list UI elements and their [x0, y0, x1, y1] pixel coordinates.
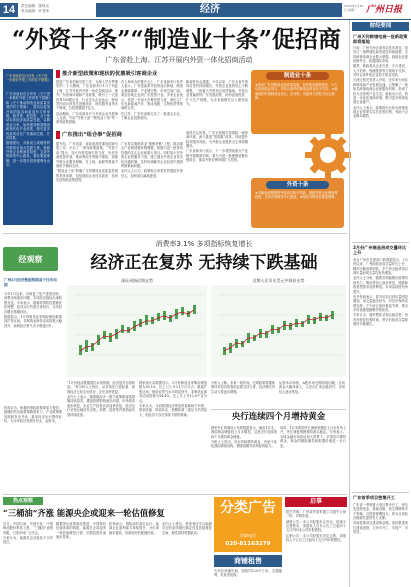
chart-left	[67, 285, 207, 377]
economy-top-line: 消费率3.1% 多项指标恢复增长	[155, 240, 253, 248]
section-title: 经济	[200, 4, 220, 15]
hot-title: “三桶油”齐涨 能源央企或迎来一轮估值修复	[3, 508, 165, 518]
economy-col-3: 分析人士称，未来一段时间，宏观政策将继续保持对经济恢复的必要支持力度，经济增长内生动力将逐步增强。	[211, 381, 275, 394]
economy-col-1: “1月份经济数据超出市场预期，经济复苏态势明显。”有分析人士指出，从各项先行指标看，我国经济已经走出低谷，正在加快恢复。 业内人士表示，随着稳经济一揽子政策和接续措施持续显效，叠加疫情影响逐步消退，市场需求逐步恢复，企业生产经营活动加快恢复，经济运行呈现企稳回升态势。消费、投资等内需指标有望持续改善。	[67, 381, 135, 417]
right-item-1-text: 日前，广州天河区商务局发布消息，将出台一批跨境电商发展扶持新政策，支持跨境电商企业做大做强，鼓励企业建设海外仓，拓展国际市场。 据悉，新政将从企业引进、平台建设、人才培养、物流配套等方面给予支持，对符合条件的企业给予资金奖励。 天河区相关负责人介绍，近年来天河区跨境电商产业发展迅速，已集聚了一批知名跨境电商企业和服务机构，形成了较为完善的产业生态。新政出台后，将进一步优化营商环境，吸引更多跨境电商企业落户。 业内人士表示，政策的出台将为跨境电商企业带来实实在在的红利，有助于企业降本增效。	[353, 46, 408, 119]
right-col-rule-1	[352, 242, 409, 243]
economy-left-head: 广州2月经济数据预期高于往年同期	[4, 278, 57, 287]
sidebar-text: 广东省政府近日印发《关于进一步做好外资工作的若干措施》和《关于推动制造业高质量发展的若干措施》，提出以更加开放的姿态和更加有力的举措，稳外资、促投资，全力推动实体经济高质量发展，以制造业当家，加快建设制造强省和现代化产业体系，吸引更多优质项目在广东落地生根、开花结果。 措施提出，对新设立或增资的外资项目加大奖励力度，鼓励外资企业利润再投资，支持外资研发中心建设，强化要素保障，进一步提升投资便利化水平。	[6, 92, 50, 168]
section-head-2: 广东推出“组合拳”促招商	[62, 132, 122, 138]
chart-left-title: 深证成指近期走势	[121, 278, 153, 283]
ad-classified-label: 分类广告	[220, 500, 276, 516]
right-col-header: 财经要闻	[369, 23, 392, 29]
economy-col-2: 国家统计局数据显示，1月份制造业采购经理指数为50.1%，比上月上升3.1个百分点，重返扩张区间，制造业景气水平明显回升。非制造业商务活动指数为54.4%，比上月上升12.8个百分点。 专家认为，当前我国经济恢复的基础尚不牢固，需求收缩、供给冲击、预期转弱三重压力仍然较大，但经济不存在持续下跌的基础。	[139, 381, 207, 417]
gear-illustration	[303, 130, 353, 180]
editor-line-2: 美术编辑：叶旻荣	[21, 9, 49, 13]
main-body-col-1: 推进广东省招商引资工作，为深入学习贯彻党的二十大精神，广东省商务厅1月下旬赴上海、江苏开展内外资一体化招商活动，推介广东营商环境和产业政策，吸引了一大批世界500强企业、行业龙头企业参会，现场签约项目涉及先进制造业、现代服务业等多个领域，总投资额超千亿元。 活动期间，广东省商务厅与多家企业开展深入交流，介绍“外资十条”“制造业十条”等一系列政策措施。	[56, 80, 118, 125]
main-body-col-4: 据介绍，广东省委、省政府高度重视招商引资工作，出台了一系列政策措施。“外资十条”提出，加大外资招商引资力度，优化外商投资环境，推动利用外资稳中提质，加强外资企业服务保障，在土地、能耗等要素方面给予倾斜支持。 “制造业十条”明确了支持制造业高质量发展的具体举措，包括鼓励企业技术改造、培育先进制造业集群等。	[56, 142, 118, 183]
section-head-1: 推介新型政策和现状的优惠吸引客商企业	[62, 71, 158, 77]
gold-rule	[211, 409, 346, 410]
ad-shop-header: 商铺租售	[234, 557, 262, 565]
main-body-col-5: 广东将实施制造业“强链补链”工程，推动重点产业链延链补链强链，积极引进一批带动性强的龙头企业和重大项目。同时加大对外资企业的服务力度，建立健全外资企业常态化沟通机制，及时协调解决企业经营中遇到的困难和问题。 业内人士认为，政策组合拳将有效提振外资信心，加快项目落地进度。	[121, 142, 183, 178]
infobox-foreign-text: ★对新设或增资的外资项目给予奖励，鼓励外资企业利润再投资，支持外资研发中心建设。★强化外资项目要素保障。	[255, 191, 338, 200]
infobox-foreign-title: 外资十条	[266, 181, 329, 189]
main-headline: “外资十条”“制造业十条”促招商	[12, 26, 341, 53]
hot-col-3: 机构表示，国际油价高位运行，能源企业盈利能力持续提升，分红率稳步提高，具备较好的配置价值。	[109, 522, 159, 535]
right-col-rule-2	[352, 492, 409, 493]
main-body-col-2: 在上海举办的推介会上，广东省商务厅负责人表示，广东是改革开放的前沿阵地，制造业基础雄厚、产业链完整、市场空间广阔，欢迎各地企业到广东投资兴业。多家企业表示，将进一步加大在粤投资力度，深化与广东在新能源汽车、集成电路、生物医药等领域的合作。 在江苏，广东代表团走访了一批重点企业，了解企业投资意向。	[121, 80, 183, 121]
ad-phone-label: 咨询电话	[240, 533, 256, 538]
economy-left-col-2: 机构认为，积极的财政政策要加力提效，稳健的货币政策要精准有力，产业政策要发展和安全并举，推动经济运行整体好转，为全年经济发展开好头、起好步。	[4, 406, 62, 424]
right-item-2-title: 2月份广州商品房成交量环比上升	[353, 245, 407, 256]
ad-phone: 020-81163279	[225, 541, 271, 547]
economy-kicker: 经观察	[18, 254, 43, 264]
ad-shop-text: 天河区商铺出租，面积约120平方米，交通便利，有意者电询。	[214, 569, 282, 578]
hot-kicker: 热点观察	[12, 498, 33, 504]
hot-col-4: 业内人士建议，投资者应关注能源央企的业绩增长确定性及估值修复空间，理性看待短期波动。	[162, 522, 212, 535]
right-col-divider	[349, 20, 350, 587]
date-line: 2023年1月30日 星期一	[344, 4, 364, 12]
editor-line-1: 责任编辑：陈映光	[21, 4, 49, 8]
ad-notice-header: 启事	[309, 498, 322, 505]
economy-left-col: 今年1月以来，各地复工复产进度加快，消费市场逐步回暖，多项经济指标出现积极变化。专家表示，随着疫情防控措施优化调整，经济运行有望总体回升，全年经济增长预期向好。 数据显示，1月份制造业采购经理指数重回扩张区间，非制造业商务活动指数大幅回升，表明经济景气水平明显回升。	[4, 292, 62, 328]
hot-col-1: 近日，中国石油、中国石化、中国海油股价集体上涨，“三桶油”表现亮眼，引发市场广泛关注。 分析认为，能源央企估值处于历史低位。	[3, 522, 53, 545]
paper-logo: 广州日报	[366, 5, 403, 15]
chart-right-title: 近期人民币兑美元中间价走势	[252, 278, 305, 283]
right-item-2-text: 来自广州市住建部门的数据显示，2月份以来，广州商品房成交量环比上升，楼市回暖迹象明显，多个热点板块项目到访量和成交量均有所增加。 业内人士分析，随着各项稳楼市政策持续发力，购房者信心逐步恢复，刚需和改善型需求加快释放，市场活跃度有所提升。 有开发商表示，春节后项目到访量明显增加，成交量稳步回升，对后市保持乐观态度。不少房企加快推盘节奏，推出多项优惠措施吸引购房者。 专家认为，楼市整体呈现企稳态势，但市场恢复仍需时间，预计后续成交量将保持平稳增长。	[353, 258, 408, 327]
gold-col-1: 国家外汇管理局公布的数据显示，截至1月末，我国黄金储备较上月末增加，这是央行连续第四个月增持黄金储备。 分析人士指出，央行持续增持黄金，有助于优化国际储备结构，增强抵御外部风险的能力。	[211, 426, 277, 449]
section-head-bar-1	[56, 70, 60, 78]
gold-title: 央行连续四个月增持黄金	[231, 412, 326, 422]
economy-col-4: 从资本市场看，A股市场近期持续回暖，北向资金大幅净流入，人民币汇率企稳回升，市场信心逐步恢复。	[279, 381, 345, 394]
sidebar-heading: 广东省政府近日印发《关于进一步做好外资工作的若干措施》	[6, 74, 51, 83]
right-item-3-title: 广东首季项目密集开工	[353, 495, 395, 500]
masthead	[0, 0, 411, 20]
rule-mid-1	[3, 233, 347, 234]
main-subtitle: 广东省赴上海、江苏开展内外资一体化招商活动	[105, 56, 253, 64]
page-number: 14	[2, 4, 16, 16]
rule-mid-2	[3, 494, 347, 495]
infobox-manufacturing-title: 制造业十条	[266, 72, 329, 80]
gold-col-2: 同时，1月末我国外汇储备规模较上月末有所上升，外汇储备规模保持基本稳定。专家表示，全球金融市场波动加大背景下，多国央行增持黄金，黄金的避险属性和配置价值进一步凸显。	[280, 426, 346, 448]
main-body-col-6: 值得关注的是，广东正积极打造国际一流营商环境，深入推进“放管服”改革，持续提升政务服务效能，为外资企业提供全生命周期服务。 广东省商务厅表示，下一步将围绕重点产业链开展精准招商，着力引进一批强链延链补链项目，推动外资在粤持续扩大投资。	[186, 131, 248, 163]
economy-headline: 经济正在复苏 无持续下跌基础	[90, 253, 318, 273]
ad-notice-text: 遗失声明：广州某贸易有限公司遗失公章一枚，声明作废。 减资公告：本公司经股东会决议，拟减少注册资本，请债权人自本公告之日起四十五日内向本公司申报债权。 注销公告：本公司经股东决定注销，请债权人于公告之日起四十五日内申报债权。	[286, 510, 346, 543]
section-head-bar-2	[56, 131, 60, 139]
right-item-3-text: 广东省一季度重大项目集中开工，涉及先进制造业、基础设施、民生保障等多个领域，总投资规模较大，将为全省经济稳增长提供有力支撑。 各地抢抓项目建设黄金期，加快推进项目建设进度，力争早开工、早投产、早见效。	[353, 503, 408, 535]
infobox-manufacturing-text: ★推动广东省制造业高质量发展，加快建设制造强省，大力引进制造业项目，对符合条件的制造业项目给予支持。★新落地的外资制造业项目，在用地、用能等方面给予优先保障。	[255, 83, 338, 101]
main-body-col-3: 新闻发布会透露，今年以来，广东全省外资项目签约持续增长，外资企业投资信心不断增强，一批重大外资项目加快落地。外资企业普遍看好广东发展前景，纷纷追加投资、扩大生产规模，为全省稳增长注入强劲动力。	[186, 80, 248, 107]
hot-col-2: 随着国企改革深化推进，中国特色估值体系的构建，能源央企或迎来一轮估值修复行情，长期投资价值逐步显现。	[56, 522, 106, 540]
right-item-1-title: 广州天河跨境电商一批新政策即将落地	[353, 34, 408, 45]
chart-right	[211, 285, 346, 377]
